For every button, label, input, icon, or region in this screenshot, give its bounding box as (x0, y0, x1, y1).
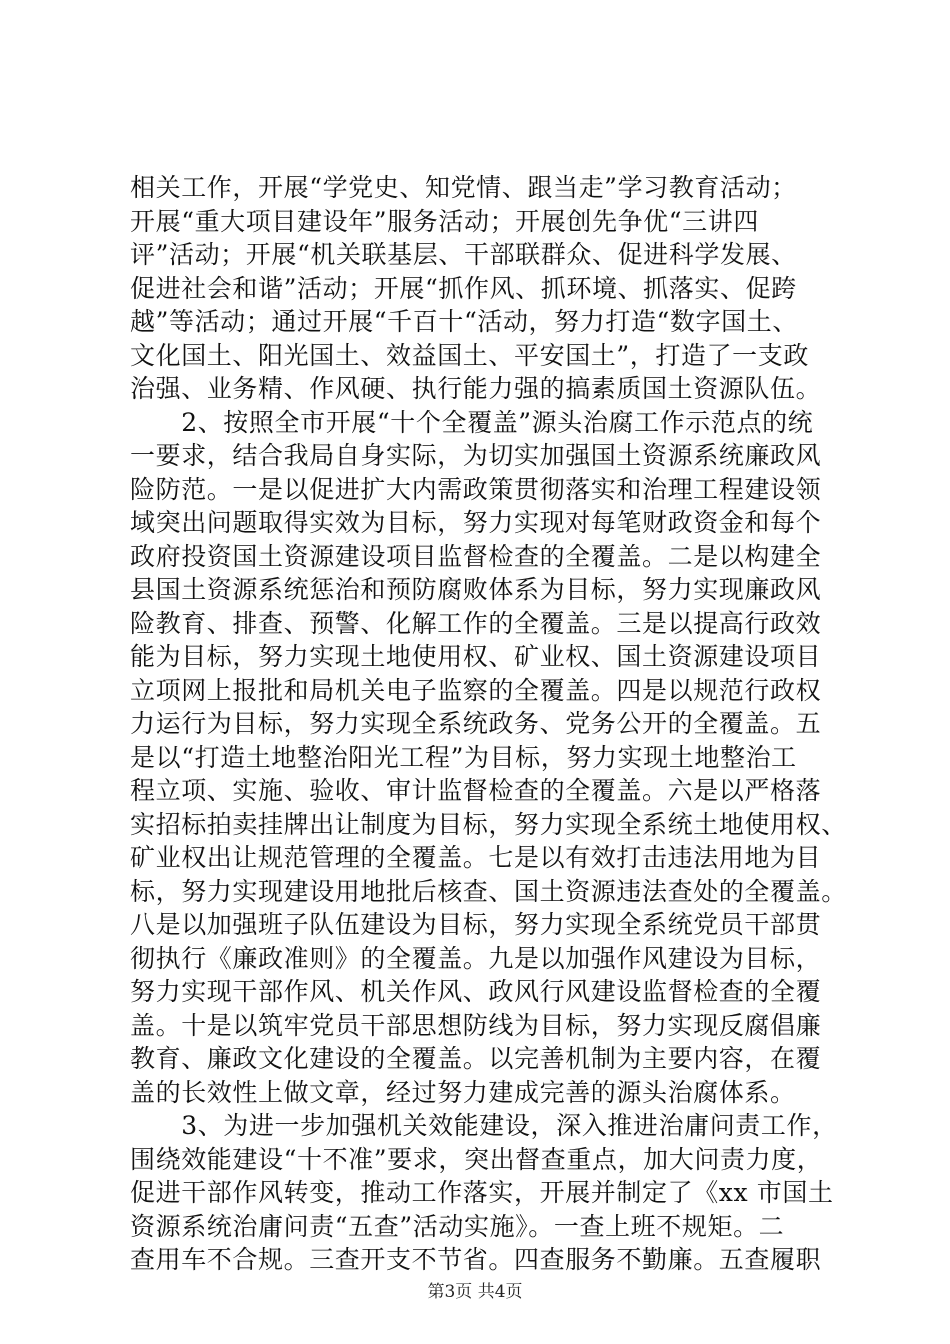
text-line: 险教育、排查、预警、化解工作的全覆盖。三是以提高行政效 (130, 608, 822, 638)
text-line: 3、为进一步加强机关效能建设，深入推进治庸问责工作， (130, 1111, 838, 1140)
text-line: 资源系统治庸问责“五查”活动实施》。一查上班不规矩。二 (130, 1211, 785, 1241)
text-line: 八是以加强班子队伍建设为目标，努力实现全系统党员干部贯 (130, 910, 822, 939)
text-line: 努力实现干部作风、机关作风、政风行风建设监督检查的全覆 (130, 977, 822, 1006)
text-line: 盖。十是以筑牢党员干部思想防线为目标，努力实现反腐倡廉 (130, 1010, 822, 1040)
text-line: 促进干部作风转变，推动工作落实，开展并制定了《xx 市国土 (130, 1178, 834, 1207)
text-line: 县国土资源系统惩治和预防腐败体系为目标，努力实现廉政风 (130, 575, 822, 604)
text-line: 教育、廉政文化建设的全覆盖。以完善机制为主要内容，在覆 (130, 1044, 822, 1073)
text-line: 2、按照全市开展“十个全覆盖”源头治腐工作示范点的统 (130, 407, 814, 437)
text-line: 域突出问题取得实效为目标，努力实现对每笔财政资金和每个 (130, 508, 822, 537)
text-line: 促进社会和谐”活动；开展“抓作风、抓环境、抓落实、促跨 (130, 273, 797, 303)
text-line: 能为目标，努力实现土地使用权、矿业权、国土资源建设项目 (130, 642, 822, 671)
text-line: 治强、业务精、作风硬、执行能力强的搞素质国土资源队伍。 (130, 374, 822, 403)
text-line: 险防范。一是以促进扩大内需政策贯彻落实和治理工程建设领 (130, 474, 822, 504)
text-line: 政府投资国土资源建设项目监督检查的全覆盖。二是以构建全 (130, 541, 822, 571)
text-line: 查用车不合规。三查开支不节省。四查服务不勤廉。五查履职 (130, 1245, 822, 1274)
page-footer (0, 1281, 950, 1303)
text-line: 文化国土、阳光国土、效益国土、平安国土”，打造了一支政 (130, 340, 809, 370)
page-indicator: 第3页 共4页 (427, 1282, 523, 1302)
text-line: 彻执行《廉政准则》的全覆盖。九是以加强作风建设为目标， (130, 943, 822, 973)
text-line: 一要求，结合我局自身实际，为切实加强国土资源系统廉政风 (130, 441, 822, 470)
text-line: 力运行为目标，努力实现全系统政务、党务公开的全覆盖。五 (130, 709, 822, 738)
text-line: 盖的长效性上做文章，经过努力建成完善的源头治腐体系。 (130, 1077, 796, 1107)
text-line: 立项网上报批和局机关电子监察的全覆盖。四是以规范行政权 (130, 675, 822, 705)
text-line: 开展“重大项目建设年”服务活动；开展创先争优“三讲四 (130, 206, 759, 236)
text-line: 评”活动；开展“机关联基层、干部联群众、促进科学发展、 (130, 240, 797, 269)
text-line: 是以“打造土地整治阳光工程”为目标，努力实现土地整治工 (130, 742, 797, 772)
text-line: 矿业权出让规范管理的全覆盖。七是以有效打击违法用地为目 (130, 843, 822, 872)
text-line: 标，努力实现建设用地批后核查、国土资源违法查处的全覆盖。 (130, 876, 847, 906)
text-line: 程立项、实施、验收、审计监督检查的全覆盖。六是以严格落 (130, 776, 822, 805)
text-line: 越”等活动；通过开展“千百十“活动，努力打造“数字国土、 (130, 307, 798, 336)
text-line: 实招标拍卖挂牌出让制度为目标，努力实现全系统土地使用权、 (130, 809, 847, 839)
text-line: 围绕效能建设“十不准”要求，突出督查重点，加大问责力度， (130, 1144, 823, 1174)
text-line: 相关工作，开展“学党史、知党情、跟当走”学习教育活动； (130, 173, 797, 202)
